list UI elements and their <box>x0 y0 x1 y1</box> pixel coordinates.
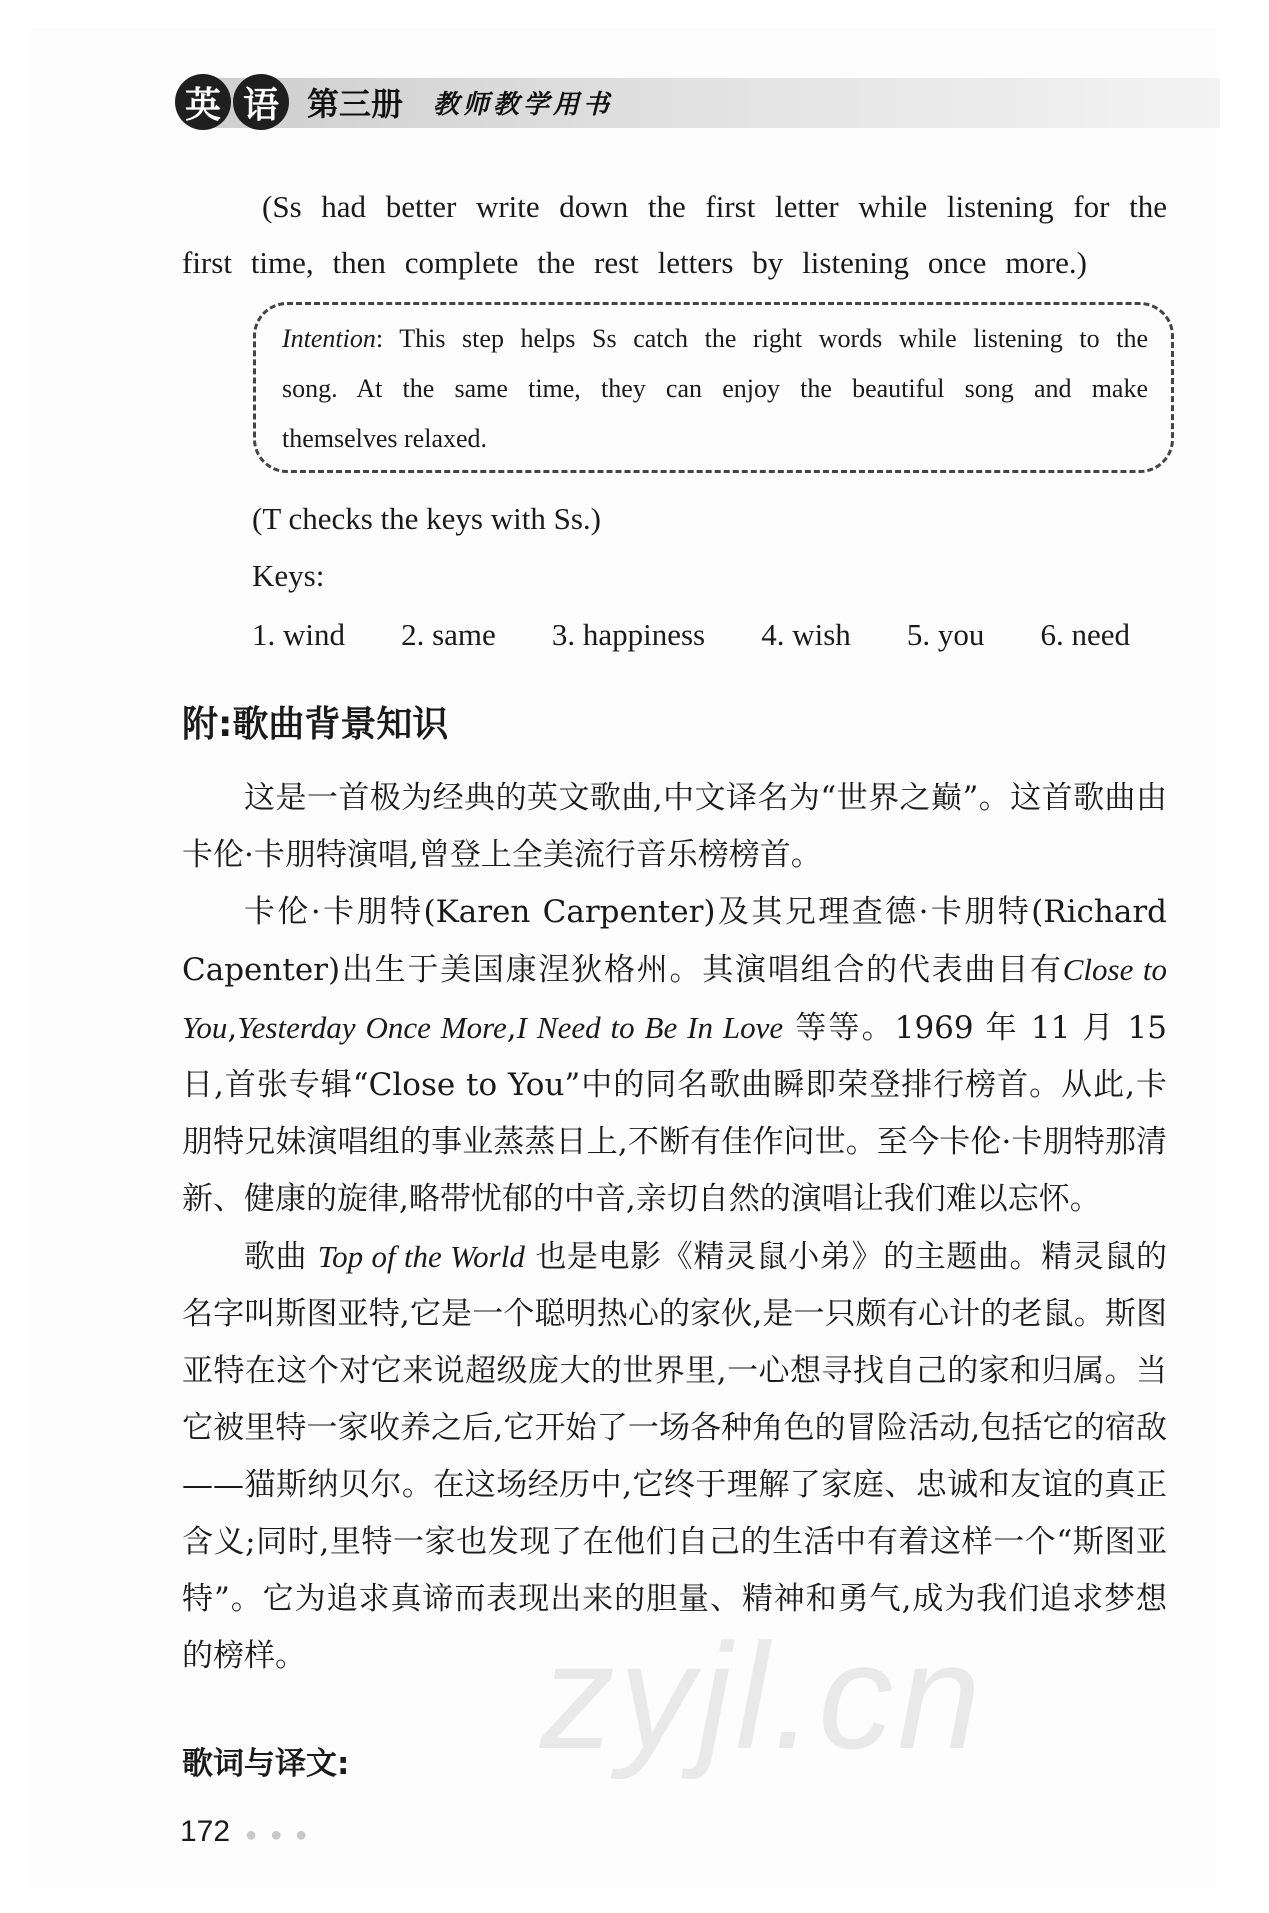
section-heading-background: 附:歌曲背景知识 <box>182 704 449 745</box>
song-title-need-to-be: I Need to Be In Love <box>516 1010 784 1045</box>
body-text <box>182 770 1167 1685</box>
check-line: (T checks the keys with Ss.) <box>252 501 601 536</box>
song-title-yesterday: Yesterday Once More <box>237 1010 507 1045</box>
p2-text-a: 卡伦·卡朋特(Karen Carpenter)及其兄理查德·卡朋特(Richard Capenter)出生于美国康涅狄格州。其演唱组合的代表曲目有 <box>182 894 1167 988</box>
keys-label: Keys: <box>252 558 325 593</box>
watermark: zyjl.cn <box>540 1612 985 1780</box>
page-number-dots: ● ● ● <box>245 1824 312 1846</box>
section-heading-lyrics: 歌词与译文: <box>182 1746 350 1782</box>
key-item: 5. you <box>906 617 985 652</box>
instruction-line-2: first time, then complete the rest letters by listening once more.) <box>182 245 1087 280</box>
intention-line-1 <box>282 324 1148 354</box>
p2-text-b: 等等。1969 年 11 月 15 日,首张专辑“Close to You”中的同名歌曲瞬即荣登排行榜首。从此,卡朋特兄妹演唱组的事业蒸蒸日上,不断有佳作问世。至今卡伦·卡朋特那清新、健康的旋律,略带忧郁的中音,亲切自然的演唱让我们难以忘怀。 <box>182 1010 1167 1217</box>
key-item: 4. wish <box>761 617 851 652</box>
p3-text-a: 歌曲 <box>244 1239 318 1275</box>
song-title-top-of-world: Top of the World <box>317 1239 525 1274</box>
key-item: 6. need <box>1040 617 1130 652</box>
intention-label: Intention <box>282 324 376 353</box>
key-item: 3. happiness <box>551 617 706 652</box>
key-item: 1. wind <box>252 617 345 652</box>
keys-list <box>252 617 1130 653</box>
intention-line-1-text: : This step helps Ss catch the right words while listening to the <box>375 324 1148 353</box>
book-type: 教师教学用书 <box>433 89 614 120</box>
body-paragraph-2: 卡伦·卡朋特(Karen Carpenter)及其兄理查德·卡朋特(Richard Capenter)出生于美国康涅狄格州。其演唱组合的代表曲目有Close to You,Yesterday Once More,I Need to Be In Love 等等。1969 年 11 月 15 日,首张专辑“Close to You”中的同名歌曲瞬即荣登排行榜首。从此,卡朋特兄妹演唱组的事业蒸蒸日上,不断有佳作问世。至今卡伦·卡朋特那清新、健康的旋律,略带忧郁的中音,亲切自然的演唱让我们难以忘怀。 <box>182 894 1167 1217</box>
logo-char-1: 英 <box>175 74 231 130</box>
body-paragraph-1: 这是一首极为经典的英文歌曲,中文译名为“世界之巅”。这首歌曲由卡伦·卡朋特演唱,曾登上全美流行音乐榜榜首。 <box>182 780 1167 873</box>
logo-char-2: 语 <box>233 74 289 130</box>
book-volume: 第三册 <box>307 85 404 123</box>
running-header <box>175 70 613 134</box>
key-item: 2. same <box>401 617 496 652</box>
p3-text-b: 也是电影《精灵鼠小弟》的主题曲。精灵鼠的名字叫斯图亚特,它是一个聪明热心的家伙,是一只颇有心计的老鼠。斯图亚特在这个对它来说超级庞大的世界里,一心想寻找自己的家和归属。当它被里特一家收养之后,它开始了一场各种角色的冒险活动,包括它的宿敌——猫斯纳贝尔。在这场经历中,它终于理解了家庭、忠诚和友谊的真正含义;同时,里特一家也发现了在他们自己的生活中有着这样一个“斯图亚特”。它为追求真谛而表现出来的胆量、精神和勇气,成为我们追求梦想的榜样。 <box>182 1239 1167 1674</box>
intention-line-2: song. At the same time, they can enjoy the beautiful song and make <box>282 374 1148 403</box>
page-number: 172 <box>180 1815 231 1848</box>
song-title-close-to-you: Close to You <box>182 952 1167 1045</box>
intention-line-3: themselves relaxed. <box>282 424 488 453</box>
instruction-line-1: (Ss had better write down the first letter while listening for the <box>262 189 1167 224</box>
